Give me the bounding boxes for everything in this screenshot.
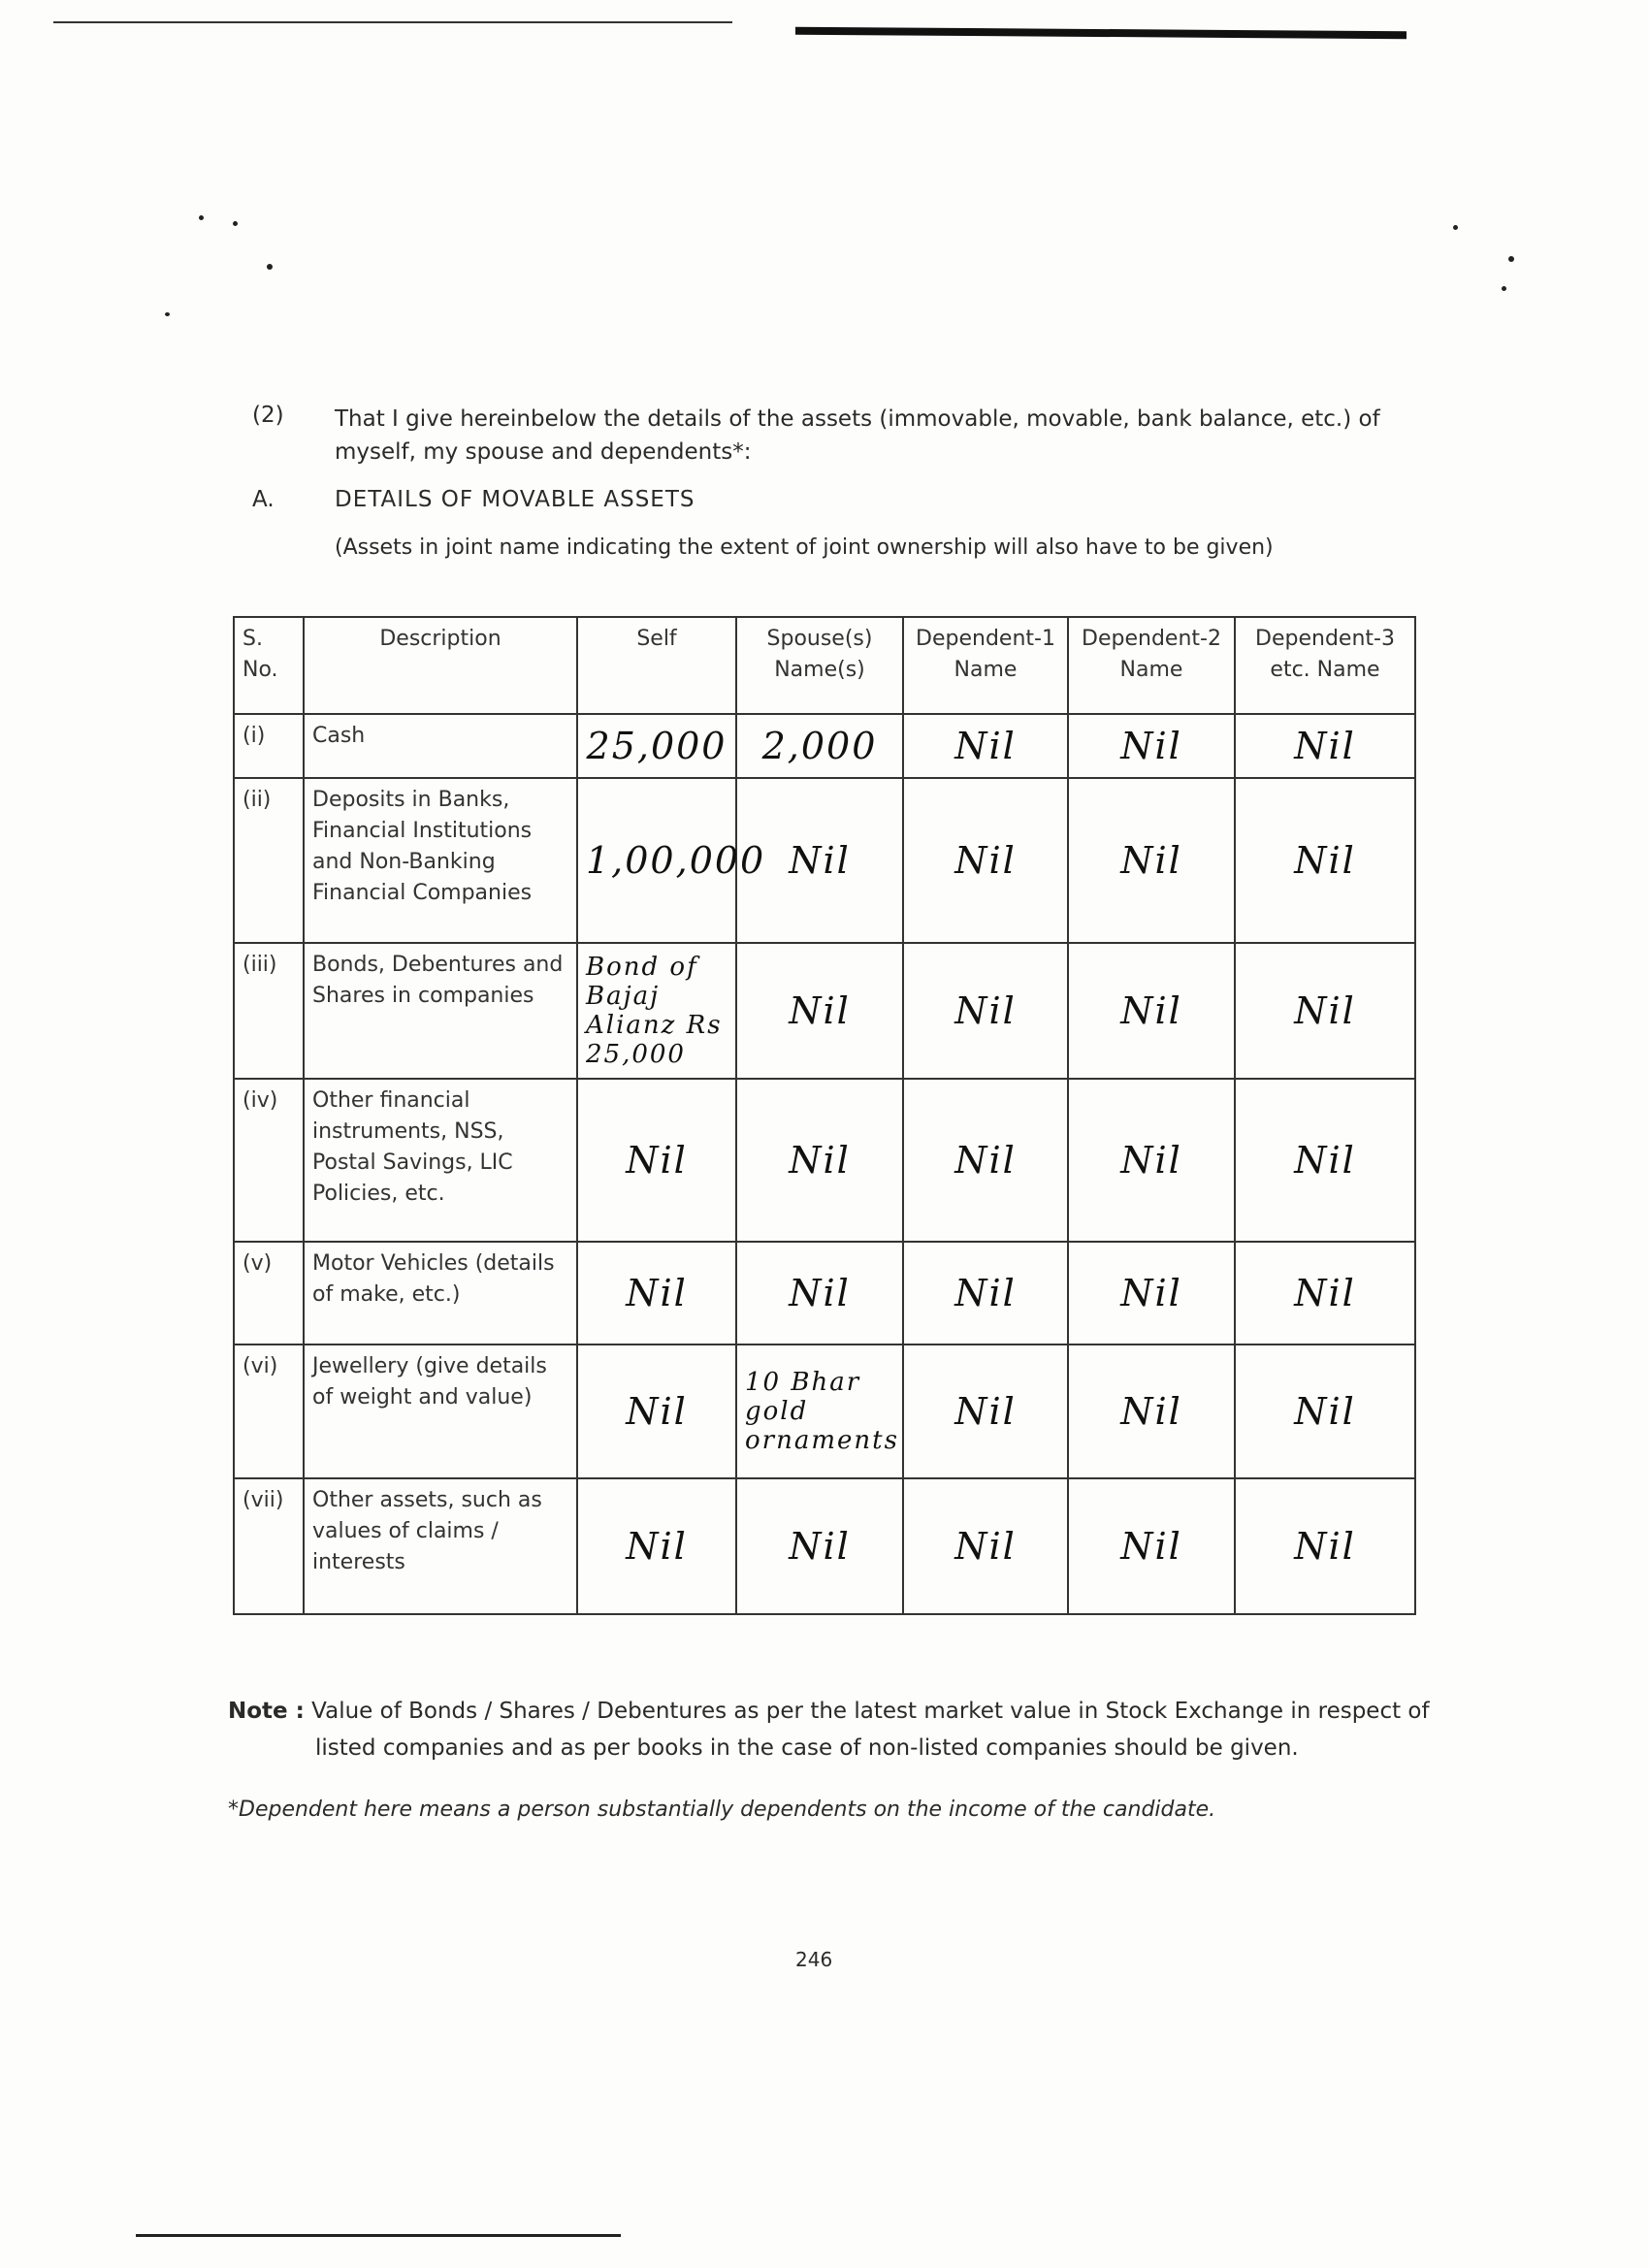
cell-self: Nil — [577, 1079, 736, 1242]
col-header-sno: S. No. — [234, 617, 304, 714]
cell-dependent-1: Nil — [903, 714, 1068, 778]
cell-self: Bond of Bajaj Alianz Rs 25,000 — [577, 943, 736, 1079]
row-sno: (ii) — [234, 778, 304, 943]
cell-spouse: 10 Bhar gold ornaments — [736, 1345, 903, 1478]
row-description: Deposits in Banks, Financial Institutions and Non-Banking Financial Companies — [304, 778, 577, 943]
cell-dependent-3: Nil — [1235, 1079, 1415, 1242]
scan-speck — [1508, 256, 1514, 262]
scan-speck — [165, 312, 170, 316]
cell-spouse: Nil — [736, 1242, 903, 1345]
row-sno: (iii) — [234, 943, 304, 1079]
col-header-dependent-2: Dependent-2 Name — [1068, 617, 1235, 714]
col-header-dependent-1: Dependent-1 Name — [903, 617, 1068, 714]
cell-dependent-2: Nil — [1068, 1345, 1235, 1478]
row-sno: (vi) — [234, 1345, 304, 1478]
section-subtitle: (Assets in joint name indicating the extent of joint ownership will also have to be given) — [335, 535, 1274, 560]
cell-self: Nil — [577, 1345, 736, 1478]
cell-dependent-2: Nil — [1068, 1079, 1235, 1242]
cell-dependent-2: Nil — [1068, 778, 1235, 943]
table-row — [234, 778, 1415, 943]
row-sno: (vii) — [234, 1478, 304, 1614]
scan-speck — [199, 215, 204, 220]
cell-self: Nil — [577, 1478, 736, 1614]
note-text: Value of Bonds / Shares / Debentures as per the latest market value in Stock Exchange in respect of listed companies and as per books in the case of non-listed companies should be given. — [311, 1699, 1430, 1761]
row-description: Other assets, such as values of claims / interests — [304, 1478, 577, 1614]
row-description: Cash — [304, 714, 577, 778]
table-row — [234, 714, 1415, 778]
scan-rule-bottom — [136, 2234, 621, 2237]
scan-rule-heavy — [795, 27, 1406, 39]
scan-rule — [53, 21, 732, 23]
cell-dependent-1: Nil — [903, 1242, 1068, 1345]
cell-dependent-3: Nil — [1235, 714, 1415, 778]
cell-self: 25,000 — [577, 714, 736, 778]
cell-dependent-1: Nil — [903, 778, 1068, 943]
col-header-self: Self — [577, 617, 736, 714]
scan-speck — [267, 264, 273, 270]
dependent-footnote: *Dependent here means a person substantially dependents on the income of the candidate. — [228, 1798, 1216, 1822]
cell-dependent-2: Nil — [1068, 714, 1235, 778]
row-sno: (iv) — [234, 1079, 304, 1242]
cell-dependent-3: Nil — [1235, 1478, 1415, 1614]
cell-self: 1,00,000 — [577, 778, 736, 943]
cell-dependent-3: Nil — [1235, 778, 1415, 943]
col-header-dependent-3: Dependent-3 etc. Name — [1235, 617, 1415, 714]
scan-speck — [1453, 225, 1458, 230]
table-row — [234, 1345, 1415, 1478]
row-sno: (v) — [234, 1242, 304, 1345]
table-row — [234, 943, 1415, 1079]
cell-dependent-2: Nil — [1068, 1242, 1235, 1345]
row-description: Other financial instruments, NSS, Postal Savings, LIC Policies, etc. — [304, 1079, 577, 1242]
scan-speck — [1502, 286, 1506, 291]
cell-dependent-3: Nil — [1235, 943, 1415, 1079]
col-header-spouse: Spouse(s) Name(s) — [736, 617, 903, 714]
table-row — [234, 1079, 1415, 1242]
section-letter: A. — [252, 487, 275, 512]
cell-spouse: Nil — [736, 778, 903, 943]
cell-dependent-2: Nil — [1068, 943, 1235, 1079]
cell-dependent-1: Nil — [903, 1478, 1068, 1614]
table-header-row — [234, 617, 1415, 714]
section-title: DETAILS OF MOVABLE ASSETS — [335, 487, 695, 512]
paragraph-number: (2) — [252, 403, 284, 428]
table-row — [234, 1478, 1415, 1614]
cell-dependent-1: Nil — [903, 1079, 1068, 1242]
cell-spouse: 2,000 — [736, 714, 903, 778]
table-row — [234, 1242, 1415, 1345]
row-description: Jewellery (give details of weight and value) — [304, 1345, 577, 1478]
movable-assets-table — [233, 616, 1416, 1615]
note-label: Note : — [228, 1699, 305, 1724]
cell-spouse: Nil — [736, 943, 903, 1079]
cell-spouse: Nil — [736, 1478, 903, 1614]
cell-dependent-3: Nil — [1235, 1242, 1415, 1345]
col-header-description: Description — [304, 617, 577, 714]
row-sno: (i) — [234, 714, 304, 778]
cell-dependent-3: Nil — [1235, 1345, 1415, 1478]
note-block — [228, 1693, 1450, 1766]
cell-dependent-1: Nil — [903, 1345, 1068, 1478]
row-description: Bonds, Debentures and Shares in companies — [304, 943, 577, 1079]
cell-dependent-2: Nil — [1068, 1478, 1235, 1614]
scan-speck — [233, 221, 238, 226]
cell-self: Nil — [577, 1242, 736, 1345]
cell-dependent-1: Nil — [903, 943, 1068, 1079]
cell-spouse: Nil — [736, 1079, 903, 1242]
row-description: Motor Vehicles (details of make, etc.) — [304, 1242, 577, 1345]
paragraph-text: That I give hereinbelow the details of the assets (immovable, movable, bank balance, etc.) of myself, my spouse and dependents*: — [335, 406, 1380, 465]
page-number: 246 — [795, 1948, 833, 1971]
